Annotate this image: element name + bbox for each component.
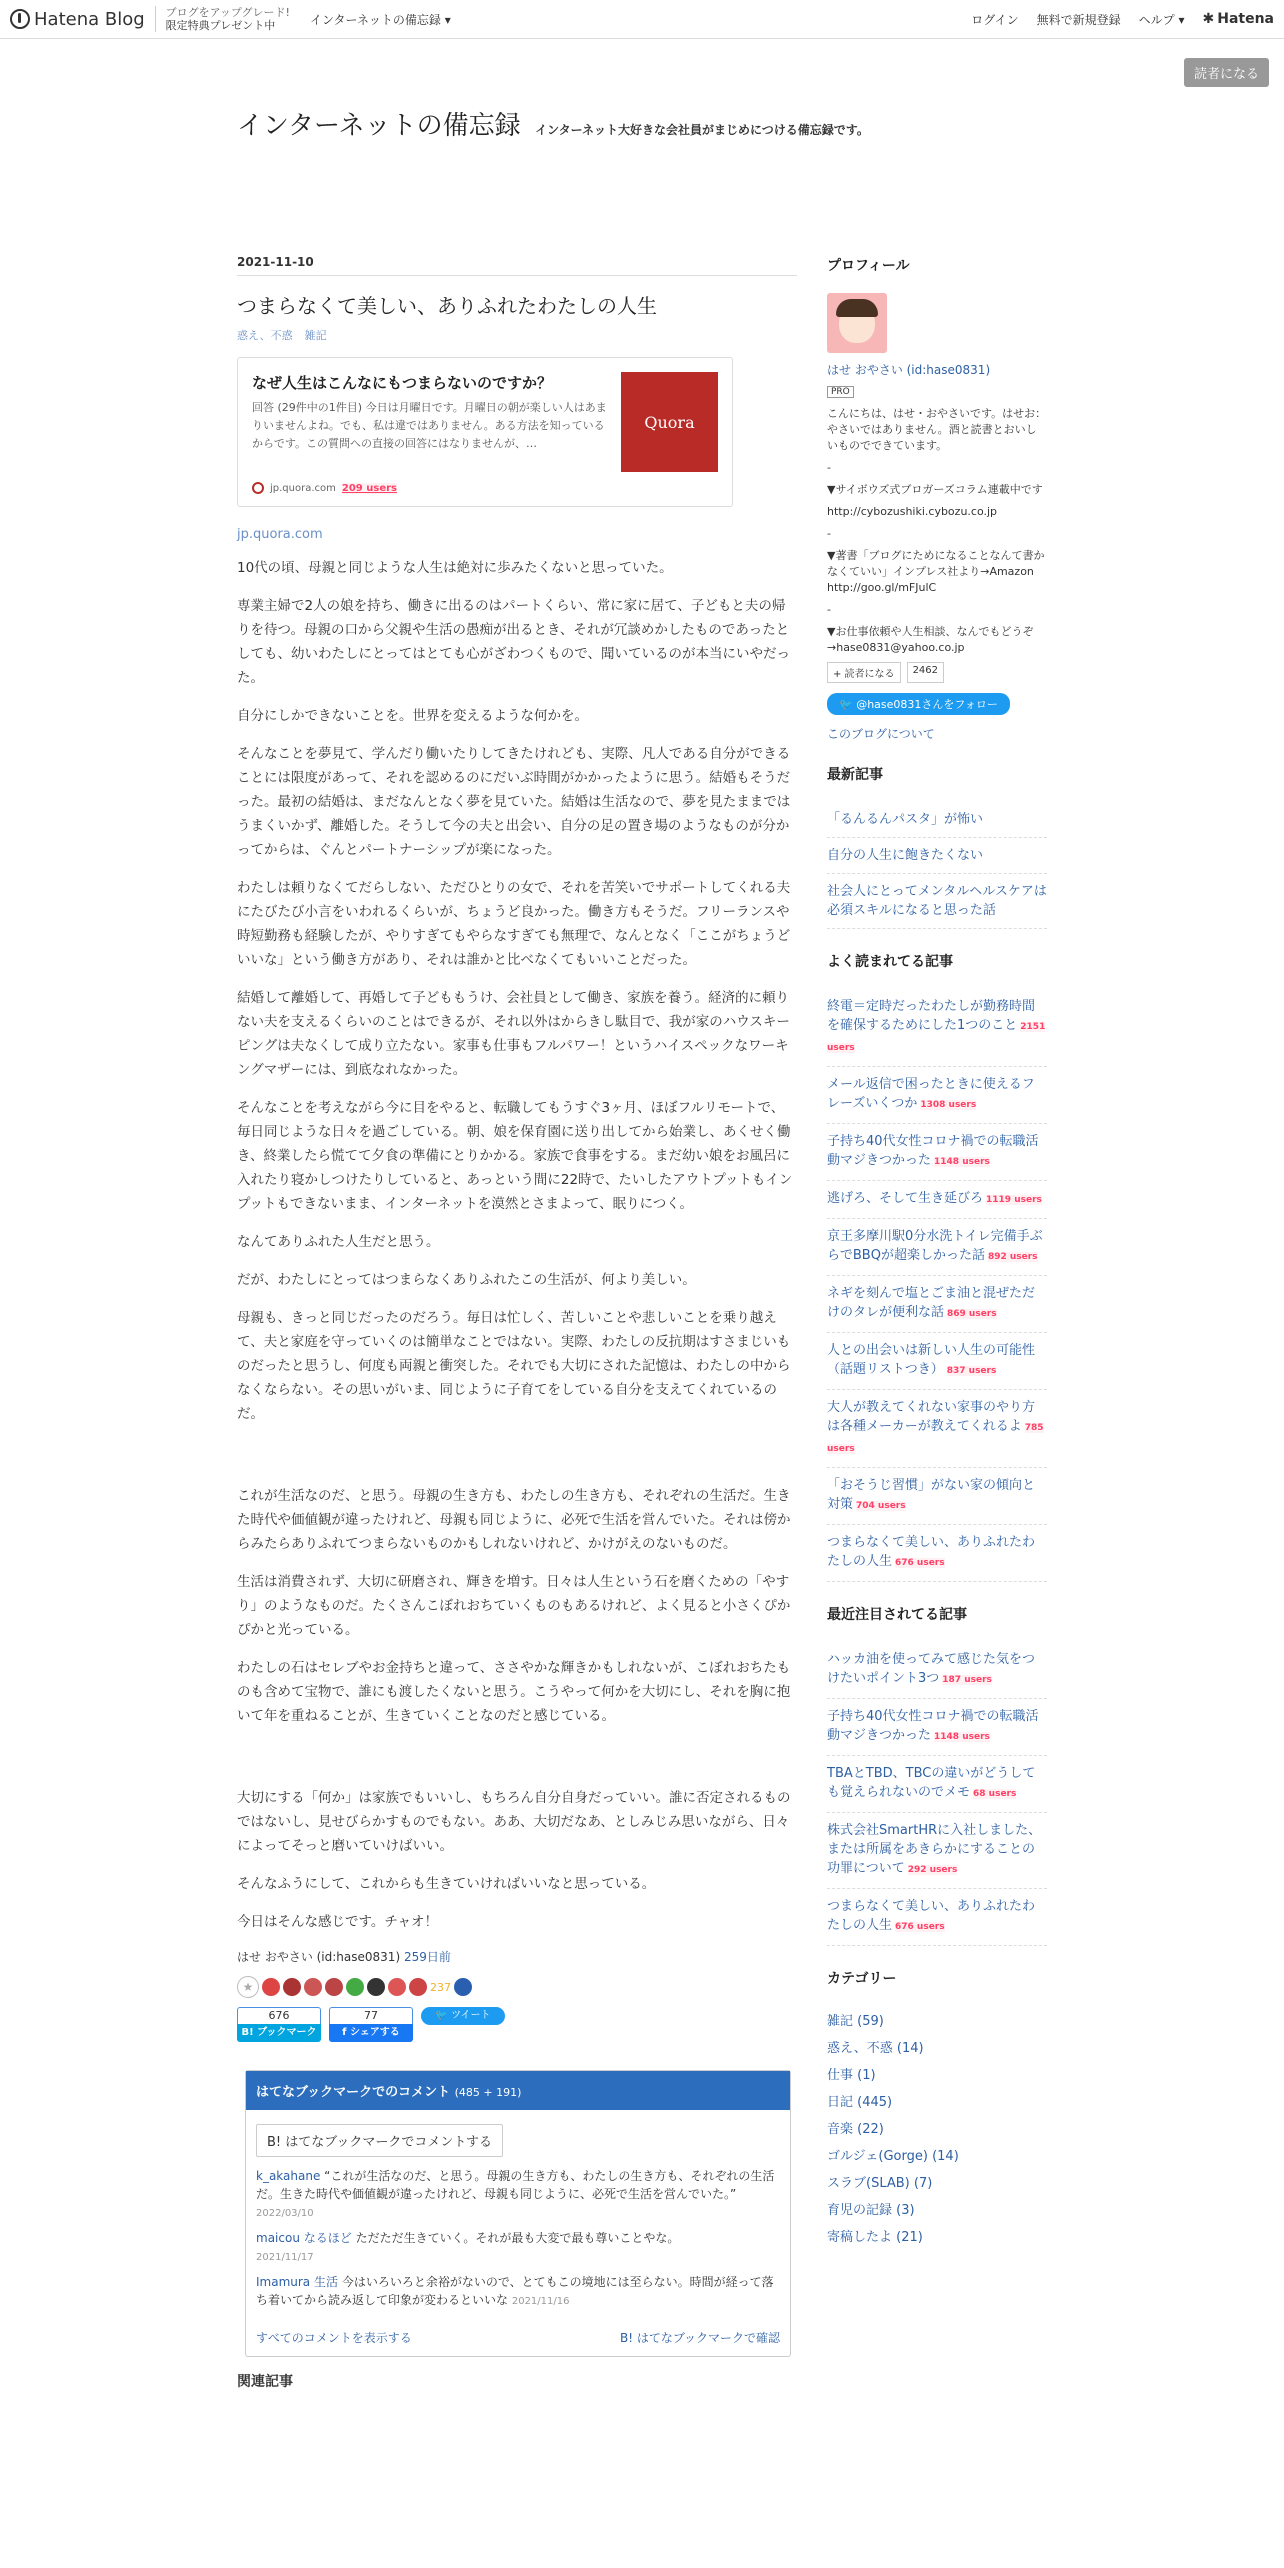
signup-link[interactable]: 無料で新規登録 [1036, 12, 1121, 27]
popular-entries-module [827, 951, 1047, 1582]
profile-bio-line: http://cybozushiki.cybozu.co.jp [827, 505, 998, 518]
bookmark-users-badge[interactable]: 1148 users [934, 1732, 990, 1742]
entry-link[interactable]: メール返信で困ったときに使えるフレーズいくつか 1308 users [827, 1067, 1047, 1124]
subscribe-button[interactable]: 読者になる [1184, 58, 1269, 87]
sidebar [827, 255, 1047, 2391]
post-age-link[interactable]: 259日前 [403, 1950, 451, 1964]
help-menu[interactable]: ヘルプ ▾ [1138, 12, 1185, 27]
category-list-link[interactable]: 音楽 (22) [827, 2122, 884, 2137]
star-user-icon[interactable] [283, 1978, 301, 1996]
article-paragraph: そんなふうにして、これからも生きていければいいなと思っている。 [237, 1876, 656, 1892]
star-user-icon[interactable] [388, 1978, 406, 1996]
recent-entry-link[interactable]: 「るんるんパスタ」が怖い [827, 802, 1047, 838]
category-title: カテゴリー [827, 1971, 897, 1987]
bookmark-users-badge[interactable]: 68 users [973, 1789, 1017, 1799]
comments-header: はてなブックマークでのコメント (485 + 191) [246, 2071, 790, 2110]
profile-bio-line: ▼お仕事依頼や人生相談、なんでもどうぞ→hase0831@yahoo.co.jp [827, 625, 1034, 654]
article-paragraph: 結婚して離婚して、再婚して子どももうけ、会社員として働き、家族を養う。経済的に頼りない夫を支えるくらいのことはできるが、それ以外はからきし駄目で、我が家のハウスキーピングは夫なくして成り立たない。家事も仕事もフルパワー！というハイスペックなワーキングマザーには、到底なれなかった。 [237, 990, 790, 1078]
hatena-bookmark-button[interactable]: 676 B! ブックマーク [237, 2007, 321, 2042]
article-paragraph: 自分にしかできないことを。世界を変えるような何かを。 [237, 708, 588, 724]
avatar-face-icon [839, 303, 875, 343]
recent-entry-link[interactable]: 社会人にとってメンタルヘルスケアは必須スキルになると思った話 [827, 874, 1047, 929]
recent-entries-module [827, 764, 1047, 929]
comment-item: maicou なるほど ただただ生きていく。それが最も大変で最も尊いことやな。 2021/11/17 [256, 2231, 680, 2263]
avatar[interactable] [827, 293, 887, 353]
article-paragraph: 生活は消費されず、大切に研磨され、輝きを増す。日々は人生という石を磨くための「やすり」のようなものだ。たくさんこぼれおちていくものもあるけれど、よく見ると小さくぴかぴかと光っている。 [237, 1574, 791, 1638]
embed-card-body: 回答 (29件中の1件目) 今日は月曜日です。月曜日の朝が楽しい人はあまりいませんよね。でも、私は違ではありません。ある方法を知っているからです。この質問への直接の回答にはなりませんが、… [252, 401, 607, 450]
bookmark-users-badge[interactable]: 1148 users [934, 1157, 990, 1167]
bookmark-users-badge[interactable]: 837 users [946, 1366, 997, 1376]
bookmark-users-badge[interactable]: 704 users [856, 1501, 906, 1511]
comment-item: Imamura 生活 今はいろいろと余裕がないので、とてもこの境地には至らない。時間が経って落ち着いてから読み返して印象が変わるといいな 2021/11/16 [256, 2275, 774, 2307]
paragraph-spacer [237, 1742, 797, 1786]
category-list-link[interactable]: 日記 (445) [827, 2095, 893, 2110]
pro-badge: PRO [827, 386, 854, 398]
add-star-icon[interactable]: ★ [237, 1976, 259, 1998]
article-paragraph: わたしは頼りなくてだらしない、ただひとりの女で、それを苦笑いでサポートしてくれる夫にたびたび小言をいわれるくらいが、ちょうど良かった。働き方もそうだ。フリーランスや時短勤務も経験したが、やりすぎてもやらなすぎても無理で、なんとなく「ここがちょうどいいな」という働き方があり、それは誰かと比べなくてもいいことだった。 [237, 880, 791, 968]
quora-icon [252, 482, 264, 494]
entry-link[interactable]: つまらなくて美しい、ありふれたわたしの人生 676 users [827, 1525, 1047, 1582]
article-paragraph: 母親も、きっと同じだったのだろう。毎日は忙しく、苦しいことや悲しいことを乗り越えて、夫と家庭を守っていくのは簡単なことではない。実際、わたしの反抗期はすさまじいものだったと思うし、何度も両親と衝突した。それでも大切にされた記憶は、わたしの中からなくならない。その思いがいま、同じように子育てをしている自分を支えてくれているのだ。 [237, 1310, 791, 1422]
subscriber-count: 2462 [907, 662, 944, 683]
bookmark-users-badge[interactable]: 209 users [341, 482, 397, 494]
subscribe-side-button[interactable]: + 読者になる [827, 662, 901, 683]
article-paragraph: 10代の頃、母親と同じような人生は絶対に歩みたくないと思っていた。 [237, 560, 673, 576]
category-module [827, 1968, 1047, 2249]
entry-link[interactable]: つまらなくて美しい、ありふれたわたしの人生 676 users [827, 1889, 1047, 1946]
hatena-link[interactable]: ✱ Hatena [1202, 11, 1274, 27]
star-user-icon[interactable] [325, 1978, 343, 1996]
tweet-button[interactable]: 🐦 ツイート [421, 2007, 505, 2025]
article-paragraph: そんなことを夢見て、学んだり働いたりしてきたけれども、実際、凡人である自分ができることには限度があって、それを認めるのにだいぶ時間がかかったように思う。結婚もそうだった。最初の結婚は、まだなんとなく夢を見ていた。結婚は生活なので、夢を見たままではうまくいかず、離婚した。そうして今の夫と出会い、自分の足の置き場のようなものが分かってからは、ぐんとパートナーシップが楽になった。 [237, 746, 791, 858]
entry-link[interactable]: 子持ち40代女性コロナ禍での転職活動マジきつかった 1148 users [827, 1699, 1047, 1756]
facebook-share-button[interactable]: 77 f シェアする [329, 2007, 413, 2042]
category-list-link[interactable]: 雑記 (59) [827, 2014, 884, 2029]
category-link[interactable]: 雑記 [304, 329, 327, 342]
article-paragraph: 大切にする「何か」は家族でもいいし、もちろん自分自身だっていい。誰に否定されるものではないし、見せびらかすものでもない。ああ、大切だなあ、としみじみ思いながら、日々によってそっと磨いていけばいい。 [237, 1790, 791, 1854]
bookmark-users-badge[interactable]: 785 users [827, 1423, 1044, 1454]
category-list-link[interactable]: 仕事 (1) [827, 2068, 876, 2083]
article-paragraph: これが生活なのだ、と思う。母親の生き方も、わたしの生き方も、それぞれの生活だ。生きた時代や価値観が違ったけれど、母親も同じように、必死で生活を営んでいた。それは傍からみたらありふれてつまらないものかもしれないけれど、かけがえのないものだ。 [237, 1488, 791, 1552]
hatena-star-icon: ✱ [1202, 11, 1215, 27]
entry-link[interactable]: 人との出会いは新しい人生の可能性（話題リストつき） 837 users [827, 1333, 1047, 1390]
category-list-link[interactable]: スラブ(SLAB) (7) [827, 2176, 933, 2191]
article-paragraph: 今日はそんな感じです。チャオ！ [237, 1914, 439, 1930]
bookmark-users-badge[interactable]: 1308 users [920, 1100, 977, 1110]
entry-link[interactable]: ネギを刻んで塩とごま油と混ぜただけのタレが便利な話 869 users [827, 1276, 1047, 1333]
profile-title: プロフィール [827, 258, 910, 274]
star-user-icon[interactable] [454, 1978, 472, 1996]
bookmark-users-badge[interactable]: 869 users [947, 1309, 997, 1319]
hatena-blog-logo[interactable]: Hatena Blog [10, 9, 145, 30]
trending-entries-title: 最近注目されてる記事 [827, 1607, 967, 1623]
source-link[interactable]: jp.quora.com [237, 527, 323, 542]
article-date[interactable]: 2021-11-10 [237, 255, 797, 276]
entry-link[interactable]: 終電＝定時だったわたしが勤務時間を確保するためにした1つのこと 2151 users [827, 989, 1047, 1067]
article-paragraph: わたしの石はセレブやお金持ちと違って、ささやかな輝きかもしれないが、こぼれおちたものも含めて宝物で、誰にも渡したくないと思う。こうやって何かを大切にし、それを胸に抱いて年を重ねることが、生きていくことなのだと感じている。 [237, 1660, 791, 1724]
bookmark-users-badge[interactable]: 892 users [987, 1252, 1038, 1262]
comment-user-link[interactable]: k_akahane [256, 2169, 321, 2183]
category-list-link[interactable]: 育児の記録 (3) [827, 2203, 915, 2218]
star-user-icon[interactable] [346, 1978, 364, 1996]
entry-link[interactable]: ハッカ油を使ってみて感じた気をつけたいポイント3つ 187 users [827, 1642, 1047, 1699]
quora-logo: Quora [621, 372, 718, 472]
login-link[interactable]: ログイン [971, 12, 1019, 27]
bookmark-users-badge[interactable]: 2151 users [827, 1022, 1046, 1053]
bookmark-users-badge[interactable]: 676 users [895, 1558, 945, 1568]
profile-bio-line: - [827, 527, 831, 540]
category-link[interactable]: 惑え、不惑 [237, 329, 293, 342]
main-column [237, 255, 797, 2391]
profile-bio-line: こんにちは、はせ・おやさいです。はせお：やさいではありません。酒と読書とおいしいものでできています。 [827, 407, 1047, 452]
category-list-link[interactable]: 寄稿したよ (21) [827, 2230, 923, 2245]
upgrade-promo[interactable]: ブログをアップグレード! 限定特典プレゼント中 [155, 6, 290, 32]
profile-bio [827, 406, 1047, 656]
article-paragraph: そんなことを考えながら今に目をやると、転職してもうすぐ3ヶ月、ほぼフルリモートで、毎日同じような日々を過ごしている。朝、娘を保育園に送り出してから始業し、あくせく働き、終業したら慌てて夕食の準備にとりかかる。家族で食事をする。まだ幼い娘をお風呂に入れたり寝かしつけたりしていると、あっという間に22時で、たいしたアウトプットもインプットもできないまま、インターネットを漠然とさまよって、眠りにつく。 [237, 1100, 793, 1212]
show-all-comments-link[interactable]: すべてのコメントを表示する [256, 2331, 412, 2345]
about-blog-link[interactable]: このブログについて [827, 727, 935, 741]
star-user-icon[interactable] [262, 1978, 280, 1996]
entry-link[interactable]: TBAとTBD、TBCの違いがどうしても覚えられないのでメモ 68 users [827, 1756, 1047, 1813]
entry-link[interactable]: 京王多摩川駅0分水洗トイレ完備手ぶらでBBQが超楽しかった話 892 users [827, 1219, 1047, 1276]
recent-entry-link[interactable]: 自分の人生に飽きたくない [827, 838, 1047, 874]
entry-link[interactable]: 子持ち40代女性コロナ禍での転職活動マジきつかった 1148 users [827, 1124, 1047, 1181]
embed-card-title: なぜ人生はこんなにもつまらないのですか？ [252, 374, 553, 392]
bookmark-users-badge[interactable]: 676 users [895, 1922, 945, 1932]
author-line: はせ おやさい (id:hase0831) 259日前 [237, 1950, 451, 1964]
profile-module [827, 255, 1047, 742]
article-categories [237, 327, 797, 343]
star-count[interactable]: 237 [430, 1980, 451, 1994]
global-header [0, 0, 1284, 39]
popular-entries-title: よく読まれてる記事 [827, 954, 953, 970]
bookmark-users-badge[interactable]: 1119 users [986, 1195, 1042, 1205]
related-articles-title: 関連記事 [237, 2374, 293, 2390]
add-bookmark-comment-button[interactable]: B! はてなブックマークでコメントする [256, 2124, 503, 2157]
profile-bio-line: - [827, 603, 831, 616]
blog-title[interactable]: インターネットの備忘録 [237, 111, 521, 141]
profile-bio-line: ▼サイボウズ式ブロガーズコラム連載中です [827, 483, 1043, 496]
entry-link[interactable]: 逃げろ、そして生き延びろ 1119 users [827, 1181, 1047, 1219]
star-list [237, 1975, 797, 1999]
hatena-blog-icon [10, 9, 30, 29]
comment-user-link[interactable]: Imamura [256, 2275, 311, 2289]
embed-card-site: jp.quora.com [270, 482, 336, 494]
bookmark-comments [245, 2070, 791, 2357]
comment-user-link[interactable]: maicou [256, 2231, 300, 2245]
comment-item: k_akahane “これが生活なのだ、と思う。母親の生き方も、わたしの生き方も、それぞれの生活だ。生きた時代や価値観が違ったけれど、母親も同じように、必死で生活を営んでいた。” 2022/03/10 [256, 2169, 775, 2219]
confirm-bookmark-link[interactable]: B! はてなブックマークで確認 [619, 2331, 780, 2345]
article-paragraph: なんてありふれた人生だと思う。 [237, 1234, 440, 1250]
profile-name-link[interactable]: はせ おやさい (id:hase0831) [827, 363, 991, 377]
entry-link[interactable]: 株式会社SmartHRに入社しました、または所属をあきらかにすることの功罪について 292 users [827, 1813, 1047, 1889]
category-list-link[interactable]: 惑え、不惑 (14) [827, 2041, 924, 2056]
bookmark-users-badge[interactable]: 187 users [942, 1675, 992, 1685]
twitter-follow-button[interactable]: 🐦 @hase0831さんをフォロー [827, 693, 1010, 715]
article-body [237, 556, 797, 1934]
embed-card[interactable] [237, 357, 733, 507]
blog-header [237, 39, 1047, 215]
profile-bio-line: - [827, 461, 831, 474]
twitter-icon: 🐦 [839, 698, 857, 711]
article-title[interactable]: つまらなくて美しい、ありふれたわたしの人生 [237, 294, 657, 318]
recent-entries-title: 最新記事 [827, 767, 883, 783]
article-paragraph: だが、わたしにとってはつまらなくありふれたこの生活が、何より美しい。 [237, 1272, 696, 1288]
trending-entries-module [827, 1604, 1047, 1946]
entry-link[interactable]: 「おそうじ習慣」がない家の傾向と対策 704 users [827, 1468, 1047, 1525]
blog-description: インターネット大好きな会社員がまじめにつける備忘録です。 [535, 123, 869, 137]
paragraph-spacer [237, 1440, 797, 1484]
bookmark-users-badge[interactable]: 292 users [907, 1865, 958, 1875]
twitter-icon: 🐦 [435, 2010, 452, 2021]
profile-bio-line: ▼著書「ブログにためになることなんて書かなくていい」インプレス社より→Amazon http://goo.gl/mFJulC [827, 549, 1045, 594]
star-user-icon[interactable] [367, 1978, 385, 1996]
category-list-link[interactable]: ゴルジェ(Gorge) (14) [827, 2149, 959, 2164]
article-paragraph: 専業主婦で2人の娘を持ち、働きに出るのはパートくらい、常に家に居て、子どもと夫の帰りを待つ。母親の口から父親や生活の愚痴が出るとき、それが冗談めかしたものであったとしても、幼いわたしにとってはとても心がざわつくもので、聞いているのが本当にいやだった。 [237, 598, 790, 686]
entry-link[interactable]: 大人が教えてくれない家事のやり方は各種メーカーが教えてくれるよ 785 users [827, 1390, 1047, 1468]
share-buttons [237, 2007, 797, 2042]
star-user-icon[interactable] [409, 1978, 427, 1996]
star-user-icon[interactable] [304, 1978, 322, 1996]
blog-selector[interactable]: インターネットの備忘録 ▾ [309, 12, 451, 27]
